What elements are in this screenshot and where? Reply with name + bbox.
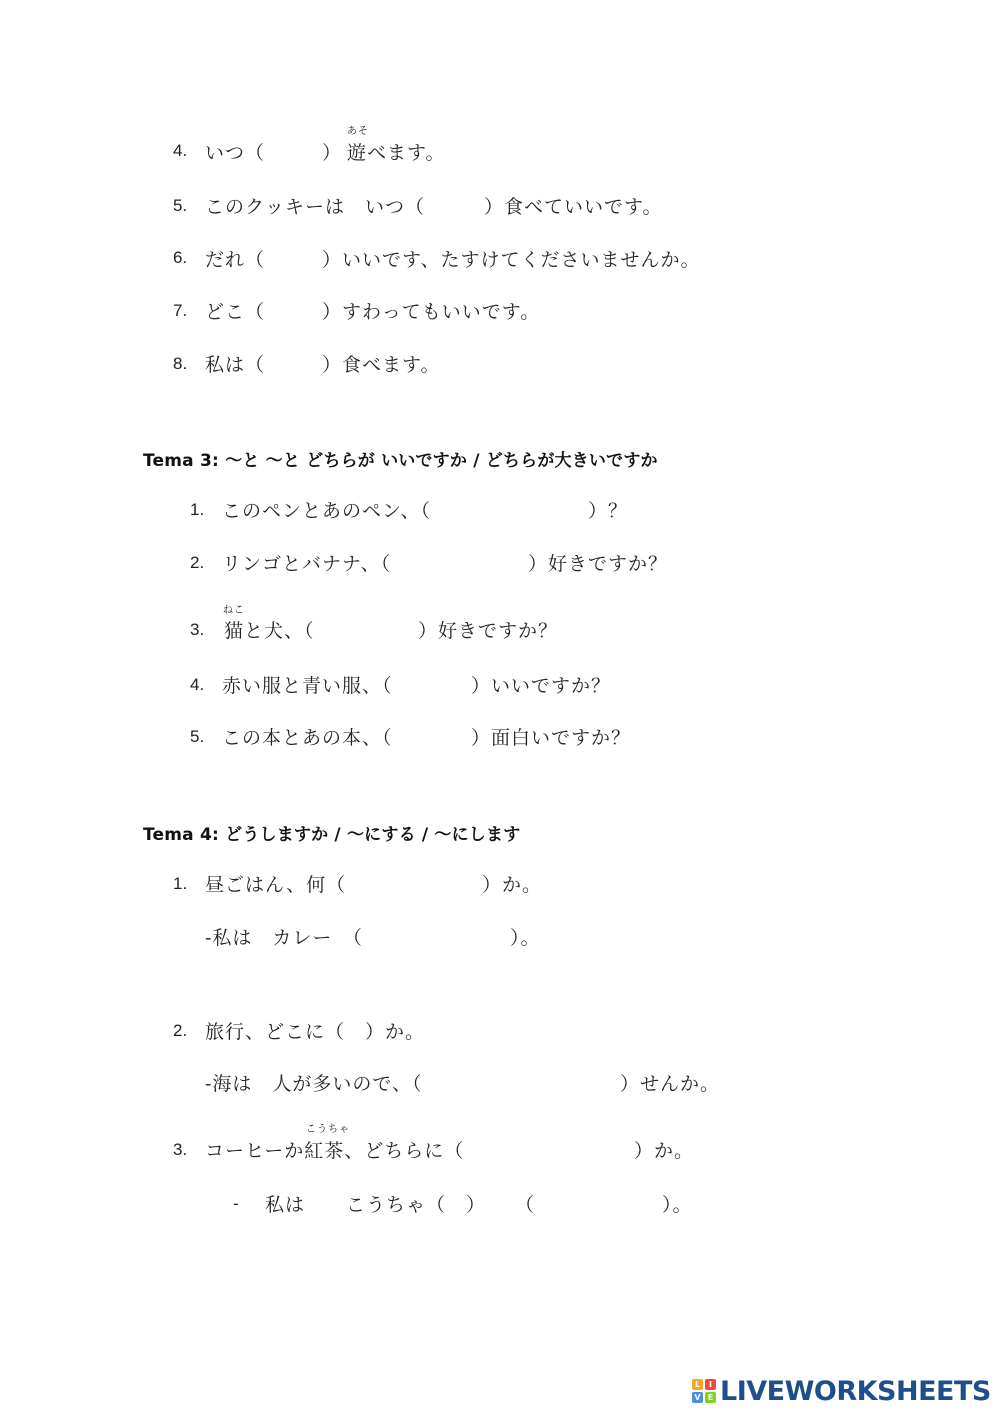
answer-blank[interactable] bbox=[268, 245, 324, 269]
answer-blank[interactable] bbox=[484, 1136, 634, 1160]
question-text: 昼ごはん、何（ bbox=[205, 874, 347, 896]
question-text: 旅行、どこに（ ）か。 bbox=[205, 1021, 426, 1043]
item-number: 7. bbox=[173, 301, 188, 320]
question-tail: ）いいですか？ bbox=[471, 675, 612, 697]
answer-blank[interactable] bbox=[395, 549, 527, 573]
logo-letter: I bbox=[705, 1379, 716, 1390]
item-number: 8. bbox=[173, 354, 188, 373]
question-text: いつ（ bbox=[205, 142, 266, 164]
question-text: だれ（ bbox=[205, 249, 266, 271]
item-number: 1. bbox=[173, 874, 188, 893]
logo-letter: V bbox=[692, 1392, 703, 1403]
furigana: あそ bbox=[347, 126, 369, 137]
logo-mark-icon bbox=[692, 1379, 716, 1403]
question-tail: ）好きですか？ bbox=[418, 620, 559, 642]
furigana: ねこ bbox=[223, 605, 245, 616]
question-tail: ）？ bbox=[588, 500, 629, 522]
answer-blank[interactable] bbox=[430, 192, 486, 216]
logo-text: LIVEWORKSHEETS bbox=[720, 1375, 991, 1407]
question-text: 赤い服と青い服、（ bbox=[222, 675, 393, 697]
question-text: どこ（ bbox=[205, 301, 266, 323]
question-tail: ）。 bbox=[510, 927, 541, 949]
item-number: 5. bbox=[190, 727, 205, 746]
question-tail: ）面白いですか？ bbox=[471, 727, 632, 749]
item-number: 4. bbox=[173, 141, 188, 160]
answer-line: 私は bbox=[265, 1194, 306, 1216]
logo-letter: E bbox=[705, 1392, 716, 1403]
question-text: 私は（ bbox=[205, 354, 266, 376]
answer-blank[interactable] bbox=[430, 1069, 620, 1093]
item-number: 1. bbox=[190, 500, 205, 519]
question-tail: ）か。 bbox=[634, 1140, 695, 1162]
question-text: 猫と犬、（ bbox=[224, 620, 315, 642]
answer-blank[interactable] bbox=[395, 723, 471, 747]
question-text: コーヒーか紅茶、どちらに（ bbox=[205, 1140, 465, 1162]
item-number: 6. bbox=[173, 248, 188, 267]
question-tail: ）食べていいです。 bbox=[484, 196, 663, 218]
question-tail: ）。 bbox=[662, 1194, 693, 1216]
section-heading: Tema 3: 〜と 〜と どちらが いいですか / どちらが大きいですか bbox=[143, 451, 658, 471]
question-text: ） bbox=[322, 142, 343, 164]
furigana: こうちゃ bbox=[306, 1124, 350, 1135]
answer-blank[interactable] bbox=[268, 350, 324, 374]
question-tail: ）か。 bbox=[482, 874, 543, 896]
logo-letter: L bbox=[692, 1379, 703, 1390]
question-tail: ）いいです、たすけてくださいませんか。 bbox=[322, 249, 701, 271]
question-text: この本とあの本、（ bbox=[222, 727, 393, 749]
question-tail: ）食べます。 bbox=[322, 354, 441, 376]
answer-blank[interactable] bbox=[530, 1190, 662, 1214]
answer-blank[interactable] bbox=[350, 870, 482, 894]
liveworksheets-logo bbox=[692, 1374, 991, 1408]
question-text: このペンとあのペン、（ bbox=[222, 500, 431, 522]
answer-line: こうちゃ（ ） bbox=[346, 1194, 487, 1216]
item-number: 2. bbox=[190, 553, 205, 572]
item-number: 3. bbox=[173, 1140, 188, 1159]
question-tail: ）すわってもいいです。 bbox=[322, 301, 541, 323]
item-number: 2. bbox=[173, 1021, 188, 1040]
question-text: リンゴとバナナ、（ bbox=[222, 553, 392, 575]
dash-marker: - bbox=[233, 1194, 239, 1213]
item-number: 5. bbox=[173, 196, 188, 215]
question-tail: ）好きですか？ bbox=[528, 553, 669, 575]
answer-blank[interactable] bbox=[432, 496, 588, 520]
section-heading: Tema 4: どうしますか / 〜にする / 〜にします bbox=[143, 825, 521, 845]
answer-blank[interactable] bbox=[320, 616, 418, 640]
item-number: 4. bbox=[190, 675, 205, 694]
answer-blank[interactable] bbox=[268, 297, 324, 321]
question-text: このクッキーは いつ（ bbox=[205, 196, 426, 218]
answer-blank[interactable] bbox=[395, 671, 471, 695]
answer-line: -海は 人が多いので、（ bbox=[205, 1073, 423, 1095]
question-text: 遊べます。 bbox=[347, 142, 446, 164]
answer-blank[interactable] bbox=[378, 923, 510, 947]
item-number: 3. bbox=[190, 620, 205, 639]
answer-line: -私は カレー （ bbox=[205, 927, 363, 949]
paren-open: （ bbox=[515, 1194, 536, 1216]
question-tail: ）せんか。 bbox=[620, 1073, 721, 1095]
